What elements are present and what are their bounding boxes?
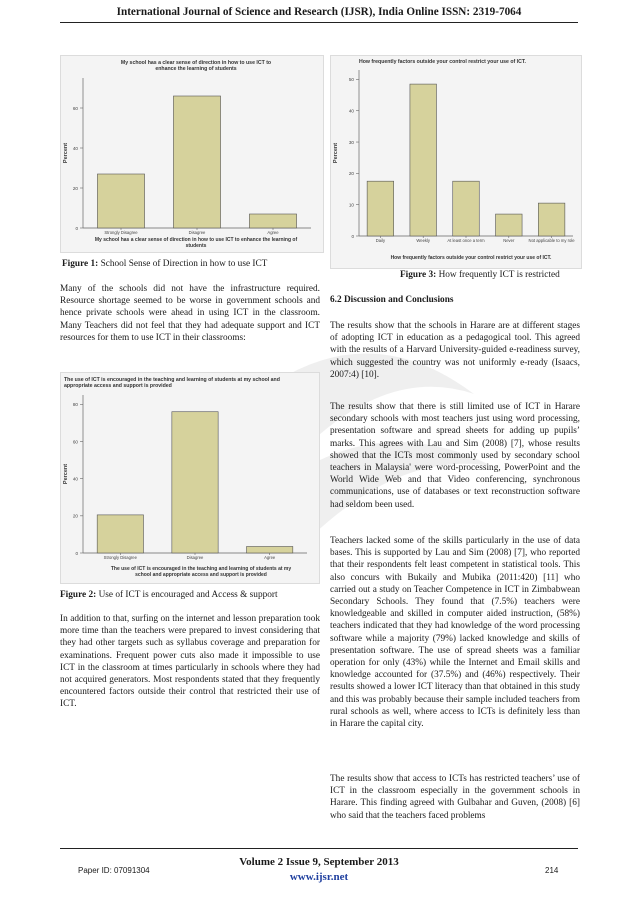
chart-title: How frequently factors outside your control restrict your use of ICT. (359, 59, 526, 65)
category-label: Agree (267, 230, 279, 235)
caption-label: Figure 3: (400, 270, 437, 280)
figure-2-chart (60, 372, 320, 584)
bar-at-least-once-a-term (453, 181, 480, 236)
y-tick-label: 60 (72, 105, 78, 111)
right-paragraph-3: Teachers lacked some of the skills particularly in the use of data bases. This is supported by Lau and Sim (2008) [7], who reported that their respondents felt least competent in statistical tools. This also concurs with Bukaily and Mubika (2011:420) [11] who carried out a study on Teacher Competence in ICT in Zimbabwean Secondary Schools. They found that (7.5%) teachers were knowledgeable and skilled in computer aided instruction, (58%) teachers indicated that they had knowledge of the word processing software while a majority (79%) lacked knowledge and skills of presentation software. The use of spread sheets was a familiar operation for only (43%) while the Internet and Email skills and knowledge accounted for (37.5%) and (46%) respectively. Their results showed a lower ICT literacy than that obtained in this study and this was probably because their sample included teachers from rural schools as well, where access to ICTs is definitely less than in Harare the capital city. (330, 536, 580, 730)
right-paragraph-2: The results show that there is still limited use of ICT in Harare secondary schools with most teachers just using word processing, presentation software and spread sheets for adding up pupils’ marks. This agrees with Lau and Sim (2008) [7], whose results showed that the ICTs most commonly used by secondary school teachers in Malaysia' were word-processing, PowerPoint and the World Wide Web and that Video conferencing, synchronous communications, use of databases or text reconstruction software had seldom been used. (330, 402, 580, 510)
category-label: Weekly (416, 238, 431, 243)
caption-label: Figure 1: (62, 259, 99, 269)
category-label: At least once a term (447, 238, 485, 243)
chart-svg (61, 56, 323, 252)
chart-xlabel: How frequently factors outside your control restrict your use of ICT. (390, 255, 552, 261)
category-label: Disagree (186, 555, 204, 560)
figure-1-chart (60, 55, 324, 253)
y-tick-label: 30 (348, 139, 354, 145)
caption-text: How frequently ICT is restricted (438, 270, 560, 280)
y-axis-label: Percent (333, 142, 339, 164)
header-rule (60, 22, 578, 23)
figure-3-caption (400, 270, 560, 280)
bar-disagree (172, 412, 218, 553)
y-tick-label: 20 (72, 513, 78, 519)
category-label: Disagree (188, 230, 206, 235)
y-tick-label: 40 (348, 108, 354, 114)
bar-weekly (410, 84, 437, 236)
chart-svg (61, 373, 319, 583)
right-paragraph-4: The results show that access to ICTs has restricted teachers’ use of ICT in the classroom especially in the government schools in Harare. This finding agreed with Gulbahar and Guven, (2008) [6] who said that the teachers faced problems (330, 774, 580, 821)
bar-strongly-disagree (97, 174, 144, 228)
caption-label: Figure 2: (60, 590, 97, 600)
bar-never (496, 214, 523, 236)
chart-svg (331, 56, 581, 268)
figure-3-chart (330, 55, 582, 269)
y-tick-label: 80 (72, 402, 78, 408)
bar-daily (367, 181, 394, 236)
chart-xlabel: The use of ICT is encouraged in the teaching and learning of students at my school and appropriate access and support is provided (110, 566, 292, 578)
chart-title: My school has a clear sense of direction in how to use ICT to enhance the learning of students (120, 60, 272, 72)
figure-2-caption (60, 590, 278, 600)
bar-agree (247, 546, 293, 553)
figure-1-caption (62, 259, 267, 269)
paper-id: Paper ID: 07091304 (78, 866, 150, 875)
caption-text: Use of ICT is encouraged and Access & support (98, 590, 278, 600)
bar-agree (249, 214, 296, 228)
category-label: Strongly Disagree (104, 230, 138, 235)
y-tick-label: 40 (72, 145, 78, 151)
category-label: Daily (375, 238, 386, 243)
y-axis-label: Percent (63, 142, 69, 164)
category-label: Not applicable to my role (528, 238, 575, 243)
section-heading: 6.2 Discussion and Conclusions (330, 295, 454, 305)
y-tick-label: 0 (75, 225, 78, 231)
footer-volume: Volume 2 Issue 9, September 2013 (239, 856, 399, 868)
journal-header: International Journal of Science and Research (IJSR), India Online ISSN: 2319-7064 (116, 6, 522, 18)
left-paragraph-1: Many of the schools did not have the infrastructure required. Resource shortage seemed to be worse in government schools and hence private schools were ahead in using ICT in the classroom. Many Teachers did not feel that they had adequate support and ICT resources for them to use ICT in their classrooms: (60, 284, 320, 343)
left-paragraph-2: In addition to that, surfing on the internet and lesson preparation took more time than the teachers were prepared to invest considering that they had other targets such as syllabus coverage and preparation for examinations. Frequent power cuts also made it impossible to use ICT in the classroom at times particularly in schools where they had not acquired generators. Most respondents stated that they frequently encountered factors outside their control that restricted their use of ICT. (60, 614, 320, 710)
y-tick-label: 50 (348, 77, 354, 83)
y-axis-label: Percent (63, 463, 69, 485)
y-tick-label: 60 (72, 439, 78, 445)
right-paragraph-1: The results show that the schools in Harare are at different stages of adopting ICT in education as a pedagogical tool. This agreed with the results of a Harvard University-guided e-readiness survey, which suggested the country was not uniformly e-ready (Isaacs, 2007:4) [10]. (330, 321, 580, 380)
bar-disagree (173, 96, 220, 228)
bar-not-applicable-to-my-role (538, 203, 565, 236)
category-label: Never (503, 238, 515, 243)
y-tick-label: 0 (75, 550, 78, 556)
y-tick-label: 20 (348, 171, 354, 177)
bar-strongly-disagree (97, 515, 143, 553)
category-label: Strongly Disagree (103, 555, 137, 560)
y-tick-label: 20 (72, 185, 78, 191)
y-tick-label: 40 (72, 476, 78, 482)
category-label: Agree (264, 555, 276, 560)
page-number: 214 (545, 866, 559, 875)
y-tick-label: 0 (351, 233, 354, 239)
y-tick-label: 10 (348, 202, 354, 208)
footer-rule (60, 848, 578, 849)
caption-text: School Sense of Direction in how to use ICT (100, 259, 268, 269)
footer-url-link[interactable]: www.ijsr.net (289, 871, 349, 883)
chart-title: The use of ICT is encouraged in the teaching and learning of students at my school and appropriate access and support is provided (64, 377, 280, 389)
chart-xlabel: My school has a clear sense of direction in how to use ICT to enhance the learning of students (94, 237, 298, 249)
